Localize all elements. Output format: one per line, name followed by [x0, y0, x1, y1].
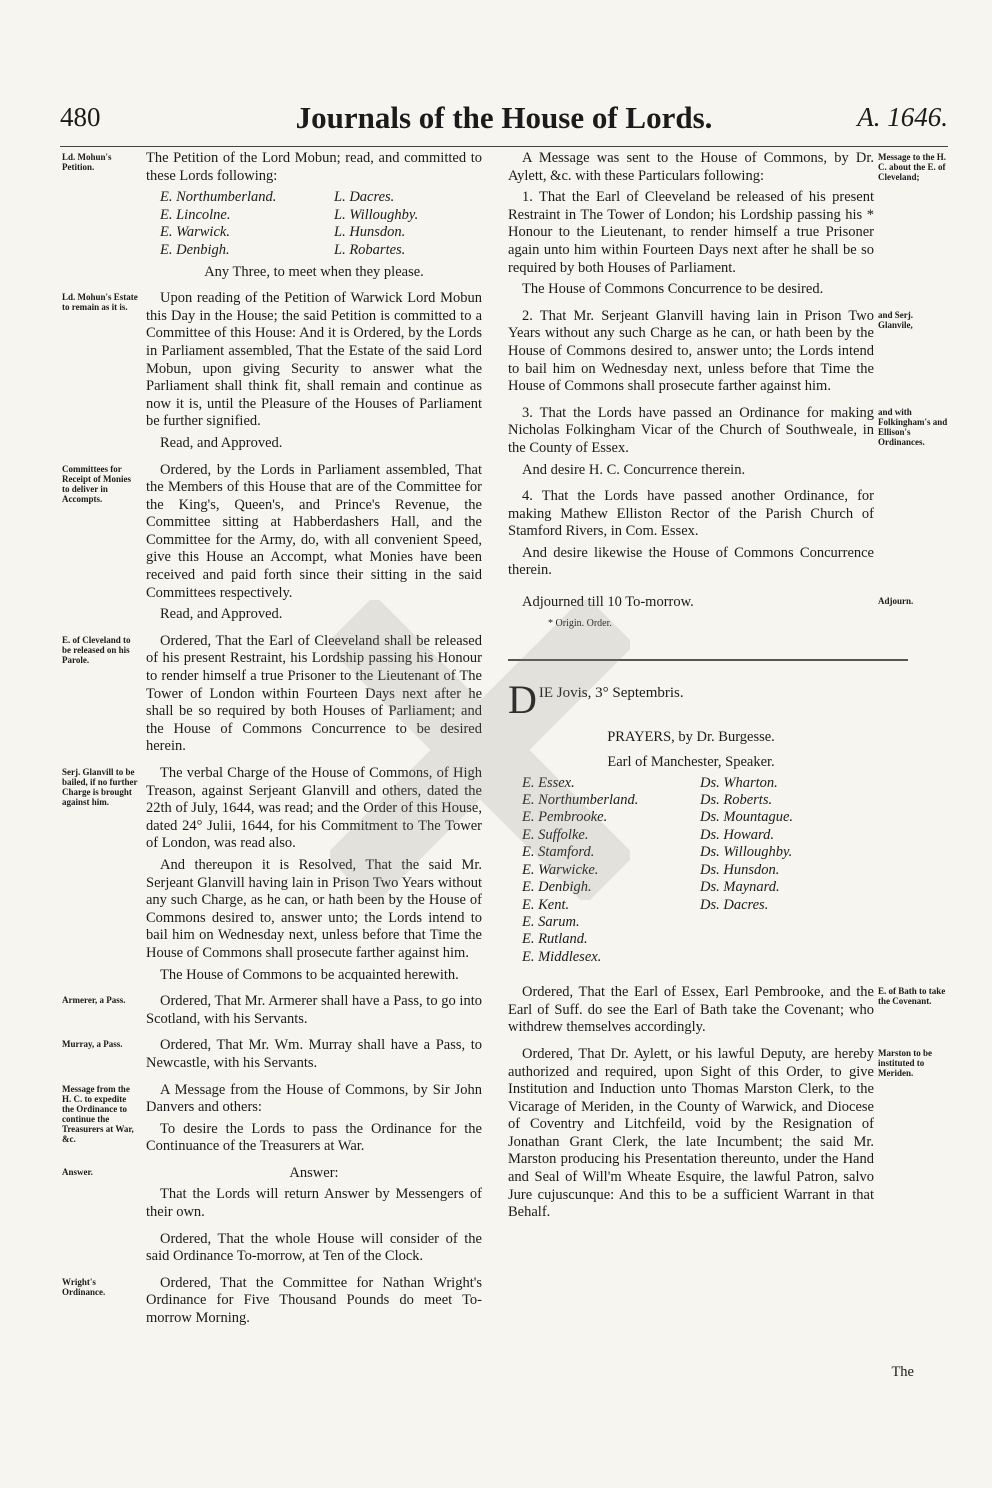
entry-committees-accompts	[62, 462, 482, 624]
margin-note: and Serj. Glanvile,	[878, 309, 914, 330]
entry-armerer	[62, 993, 482, 1028]
entry-folkingham	[508, 405, 948, 479]
attendee: Ds. Maynard.	[700, 879, 780, 896]
paragraph: Adjourned till 10 To-morrow.	[522, 594, 694, 611]
lord: E. Lincolne.	[160, 206, 231, 223]
right-column	[508, 150, 948, 1231]
attendee: Ds. Mountague.	[700, 809, 794, 826]
paragraph: That the Lords will return Answer by Messengers of their own.	[146, 1186, 482, 1221]
entry-bath-covenant	[508, 984, 948, 1037]
day-title	[508, 676, 874, 722]
margin-note: Armerer, a Pass.	[62, 995, 126, 1006]
year: A. 1646.	[857, 102, 948, 132]
entry-consider-ordinance	[62, 1231, 482, 1266]
margin-note: Serj. Glanvill to be bailed, if no further Charge is brought against him.	[62, 767, 138, 807]
attendee: E. Stamford.	[522, 844, 595, 861]
attendee: Ds. Howard.	[700, 826, 774, 843]
attendee: E. Denbigh.	[522, 879, 592, 896]
attendee: E. Middlesex.	[522, 948, 602, 965]
paragraph: The Petition of the Lord Mobun; read, and committed to these Lords following:	[146, 150, 482, 184]
attendee: Ds. Wharton.	[700, 774, 778, 791]
paragraph: 2. That Mr. Serjeant Glanvill having lain in Prison Two Years without any such Charge as he can, or hath been by the House of Commons desired to, answer unto; the Lords intend to bail him on Wednesday next, unless before that Time the House of Commons shall prosecute farther against him.	[508, 307, 874, 395]
margin-note: Message from the H. C. to expedite the Ordinance to continue the Treasurers at War, &c.	[62, 1083, 134, 1144]
paragraph: And thereupon it is Resolved, That the said Mr. Serjeant Glanvill having lain in Prison Two Years without any such Charge, as he can, or hath been by the House of Commons desired to, answer unto; the Lords intend to bail him on Wednesday next, unless before that Time the House of Commons shall prosecute farther against him.	[146, 856, 482, 961]
paragraph: Ordered, That the Earl of Cleeveland shall be released of his present Restraint, his Lordship passing his Honour to render himself a true Prisoner to the Lieutenant of The Tower of London within Fourteen Days next after he shall be so required by both Houses of Parliament; and the House of Commons Concurrence to be desired herein.	[146, 632, 482, 755]
entry-cleveland-parole	[62, 633, 482, 756]
entry-glanvile	[508, 308, 948, 396]
prayers-line: PRAYERS, by Dr. Burgesse.	[607, 728, 775, 745]
catchword: The	[891, 1364, 914, 1380]
entry-message-commons	[508, 150, 948, 299]
lord: L. Robartes.	[334, 241, 406, 258]
paragraph: Read, and Approved.	[160, 434, 283, 451]
attendee: E. Sarum.	[522, 913, 580, 930]
day-title-text: IE Jovis, 3° Septembris.	[538, 684, 684, 701]
paragraph: 4. That the Lords have passed another Ordinance, for making Mathew Elliston Rector of the Parish Church of Stamford Rivers, in Com. Essex.	[508, 488, 874, 540]
paragraph: A Message from the House of Commons, by Sir John Danvers and others:	[146, 1081, 482, 1116]
paragraph: A Message was sent to the House of Commons, by Dr. Aylett, &c. with these Particulars following:	[508, 150, 874, 184]
paragraph: 1. That the Earl of Cleeveland be released of his present Restraint in The Tower of London; his Lordship passing his * Honour to the Lieutenant, to render himself a true Prisoner again unto him within Fourteen Days next after he shall be so required by both Houses of Parliament.	[508, 189, 874, 276]
attendee: E. Rutland.	[522, 931, 588, 948]
attendee: E. Warwicke.	[522, 861, 599, 878]
attendee: Ds. Hunsdon.	[700, 861, 780, 878]
entry-adjourn	[508, 594, 948, 629]
left-column	[62, 150, 482, 1337]
paragraph: The verbal Charge of the House of Commons, of High Treason, against Serjeant Glanvill and others, dated the 22th of July, 1644, was read; and the Order of this House, dated 24° Julii, 1644, for his Commitment to The Tower of London, was read also.	[146, 765, 482, 852]
paragraph: Ordered, That the Earl of Essex, Earl Pembrooke, and the Earl of Suff. do see the Earl of Bath take the Covenant; who withdrew themselves accordingly.	[508, 984, 874, 1036]
margin-note: Answer.	[62, 1166, 93, 1177]
margin-note: E. of Cleveland to be released on his Parole.	[62, 634, 131, 665]
paragraph: Ordered, That the whole House will consider of the said Ordinance To-morrow, at Ten of the Clock.	[146, 1230, 482, 1265]
entry-mohun-estate	[62, 290, 482, 452]
attendee	[700, 949, 850, 966]
paragraph: And desire H. C. Concurrence therein.	[522, 461, 746, 478]
entry-murray	[62, 1037, 482, 1072]
lords-list	[160, 189, 482, 259]
margin-note: Wright's Ordinance.	[62, 1276, 106, 1297]
attendee: E. Northumberland.	[522, 792, 639, 809]
margin-note: Adjourn.	[878, 596, 914, 607]
margin-note: and with Folkingham's and Ellison's Ordinances.	[878, 406, 948, 447]
attendee: Ds. Roberts.	[700, 792, 773, 809]
speaker-line: Earl of Manchester, Speaker.	[607, 753, 775, 770]
paragraph: And desire likewise the House of Commons Concurrence therein.	[508, 544, 874, 579]
entry-marston	[508, 1046, 948, 1222]
margin-note: Message to the H. C. about the E. of Cleveland;	[878, 152, 946, 182]
attendee: E. Suffolke.	[522, 826, 589, 843]
page-number: 480	[60, 102, 101, 132]
lord: L. Dacres.	[334, 189, 395, 206]
entry-glanvill	[62, 765, 482, 984]
attendee: E. Essex.	[522, 774, 575, 791]
day-heading	[508, 676, 948, 966]
margin-note: Marston to be instituted to Meriden.	[878, 1047, 932, 1078]
paragraph: The House of Commons Concurrence to be desired.	[522, 281, 824, 298]
lord: L. Hunsdon.	[334, 224, 406, 241]
header-rule	[60, 146, 948, 147]
margin-note: Committees for Receipt of Monies to deliver in Accompts.	[62, 463, 131, 504]
attendee	[700, 931, 850, 948]
attendance-list	[522, 775, 874, 966]
entry-message-treasurers	[62, 1082, 482, 1156]
paragraph: Any Three, to meet when they please.	[204, 263, 424, 280]
entry-mohun-petition	[62, 150, 482, 281]
lord: E. Northumberland.	[160, 189, 277, 206]
attendee: Ds. Willoughby.	[700, 844, 793, 861]
entry-elliston	[508, 488, 948, 580]
attendee: Ds. Dacres.	[700, 896, 769, 913]
paragraph: Ordered, That Dr. Aylett, or his lawful Deputy, are hereby authorized and required, upon Sight of this Order, to give Institution and Induction unto Thomas Marston Clerk, to the Vicarage of Meriden, in the County of Warwick, and Diocese of Coventry and Litchfeild, void by the Resignation of Jonathan Grant Clerk, the late Incumbent; the said Mr. Marston producing his Presentation thereunto, under the Hand and Seal of Will'm Wheate Esquire, the lawful Patron, salvo Jure cujuscunque: And this to be a sufficient Warrant in that Behalf.	[508, 1045, 874, 1221]
paragraph: Read, and Approved.	[160, 606, 283, 623]
paragraph: Answer:	[289, 1164, 339, 1181]
margin-note: Ld. Mohun's Estate to remain as it is.	[62, 292, 138, 313]
footnote: * Origin. Order.	[548, 617, 612, 629]
paragraph: Ordered, That Mr. Wm. Murray shall have a Pass, to Newcastle, with his Servants.	[146, 1037, 482, 1071]
attendee	[700, 914, 850, 931]
margin-note: Ld. Mohun's Petition.	[62, 152, 112, 172]
entry-answer	[62, 1165, 482, 1222]
entry-wright	[62, 1275, 482, 1328]
paragraph: 3. That the Lords have passed an Ordinance for making Nicholas Folkingham Vicar of the Church of Southweale, in the County of Essex.	[508, 404, 874, 456]
running-title: Journals of the House of Lords.	[295, 100, 713, 135]
lord: E. Denbigh.	[160, 241, 230, 258]
page-header	[60, 100, 948, 148]
paragraph: Ordered, by the Lords in Parliament assembled, That the Members of this House that are of the Committee for the King's, Queen's, and Prince's Revenue, the Committee sitting at Habberdashers Hall, and the Committee for the Army, do, with all convenient Speed, give this House an Accompt, what Monies have been received and paid forth since their sitting in the said Committees respectively.	[146, 461, 482, 601]
margin-note: E. of Bath to take the Covenant.	[878, 986, 946, 1007]
paragraph: The House of Commons to be acquainted herewith.	[160, 966, 459, 983]
paragraph: Upon reading of the Petition of Warwick Lord Mobun this Day in the House; the said Petition is committed to a Committee of this House: And it is Ordered, by the Lords in Parliament assembled, That the Estate of the said Lord Mobun, upon giving Security to answer what the Parliament shall think fit, shall remain and continue as now it is, until the Pleasure of the Houses of Parliament be further signified.	[146, 290, 482, 430]
attendee: E. Pembrooke.	[522, 809, 608, 826]
drop-cap: D	[508, 676, 537, 722]
paragraph: To desire the Lords to pass the Ordinance for the Continuance of the Treasurers at War.	[146, 1120, 482, 1155]
section-rule	[508, 659, 908, 661]
lord: E. Warwick.	[160, 224, 230, 241]
paragraph: Ordered, That the Committee for Nathan Wright's Ordinance for Five Thousand Pounds do meet To-morrow Morning.	[146, 1274, 482, 1327]
margin-note: Murray, a Pass.	[62, 1039, 123, 1050]
attendee: E. Kent.	[522, 896, 570, 913]
lord: L. Willoughby.	[334, 206, 419, 223]
paragraph: Ordered, That Mr. Armerer shall have a Pass, to go into Scotland, with his Servants.	[146, 993, 482, 1027]
